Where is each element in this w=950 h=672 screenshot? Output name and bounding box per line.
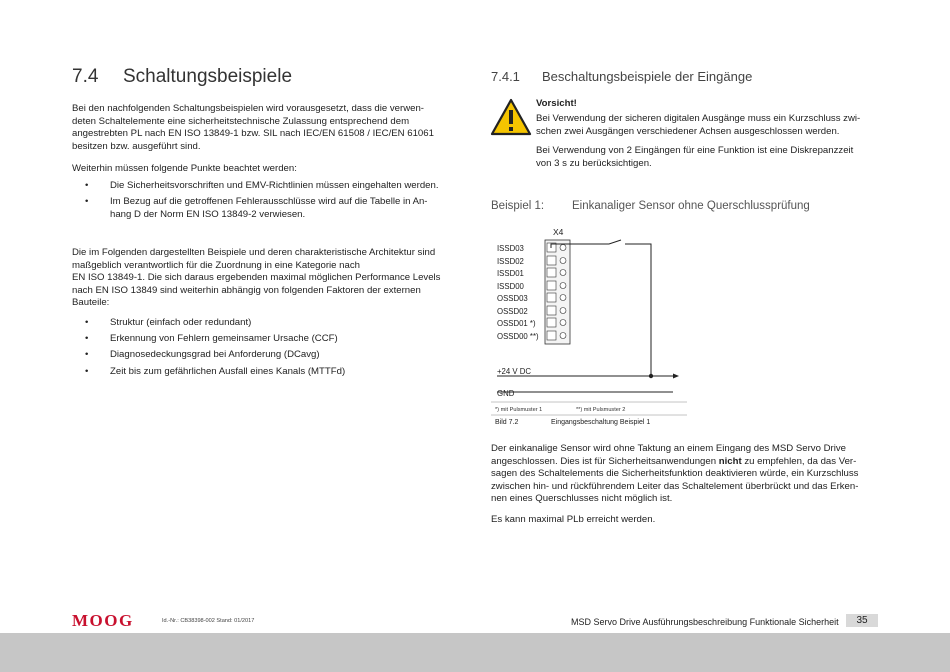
ground-label: GND (497, 389, 515, 398)
intro-line: angestrebten PL nach EN ISO 13849-1 bzw. SIL nach IEC/EN 61508 / IEC/EN 61061 (72, 128, 434, 140)
terminal-label: ISSD01 (497, 269, 524, 278)
conclusion: Es kann maximal PLb erreicht werden. (491, 514, 656, 525)
figure-number: Bild 7.2 (495, 419, 519, 426)
warning-text-2: Bei Verwendung von 2 Eingängen für eine Funktion ist eine Diskrepanzzeit von 3 s zu berücksichtigen. (536, 145, 854, 169)
warning-text-1: Bei Verwendung der sicheren digitalen Ausgänge muss ein Kurzschluss zwi- schen zwei Ausgängen verschiedener Achsen ausgeschlossen werden. (536, 113, 861, 137)
arch-line: Die im Folgenden dargestellten Beispiele und deren charakteristische Architektur sind (72, 247, 436, 258)
intro-line: besitzen bzw. ausgeführt sind. (72, 140, 201, 152)
arch-line: nach EN ISO 13849 sind weiterhin abhängig von folgenden Faktoren der externen (72, 284, 421, 296)
footnote-2: **) mit Pulsmuster 2 (576, 407, 626, 413)
terminal-label: ISSD03 (497, 244, 524, 253)
terminal-label: OSSD00 **) (497, 332, 539, 341)
points-list (72, 180, 457, 225)
description-paragraph: Der einkanalige Sensor wird ohne Taktung an einem Eingang des MSD Servo Drive angeschlossen. Dies ist für Sicherheitsanwendungen nicht zu empfehlen, da das Ver- sagen des Schaltelements die Sicherheitsfunktion deaktivieren würde, ein Kurzschluss zwischen hin- und rückführendem Leiter das Schaltelement überbrückt und das Erken- nen eines Querschlusses nicht möglich ist. (491, 443, 859, 505)
figure-caption: Eingangsbeschaltung Beispiel 1 (551, 419, 651, 426)
list-item: • Im Bezug auf die getroffenen Fehlerausschlüsse wird auf die Tabelle in An- hang D der Norm EN ISO 13849-2 verwiesen. (72, 196, 457, 221)
arch-line: EN ISO 13849-1. Die sich daraus ergebenden maximal möglichen Performance Levels (72, 272, 441, 284)
list-item: • Die Sicherheitsvorschriften und EMV-Richtlinien müssen eingehalten werden. (72, 180, 457, 193)
footer-title: MSD Servo Drive Ausführungsbeschreibung Funktionale Sicherheit (571, 617, 839, 627)
terminal-label: OSSD03 (497, 294, 528, 303)
arch-line: Bauteile: (72, 297, 110, 309)
warning-title: Vorsicht! (536, 98, 577, 109)
intro-paragraph (72, 103, 457, 153)
factors-list (72, 317, 457, 382)
list-item: • Erkennung von Fehlern gemeinsamer Ursache (CCF) (72, 333, 457, 346)
connector-block (545, 240, 570, 344)
intro-line: deten Schaltelemente eine sicherheitstechnische Zulassung entsprechend dem (72, 115, 410, 127)
footnote-1: *) mit Pulsmuster 1 (495, 407, 543, 413)
page-number: 35 (846, 614, 878, 627)
warning-triangle-icon (490, 98, 532, 136)
list-item: • Struktur (einfach oder redundant) (72, 317, 457, 330)
architecture-paragraph (72, 247, 457, 310)
subsection-title: Beschaltungsbeispiele der Eingänge (542, 69, 753, 84)
arch-line: maßgeblich verantwortlich für die Zuordnung in eine Kategorie nach (72, 259, 360, 271)
intro-line: Bei den nachfolgenden Schaltungsbeispielen wird vorausgesetzt, dass die verwen- (72, 103, 424, 114)
emphasis-nicht: nicht (718, 455, 742, 467)
section-heading (72, 66, 292, 88)
subsection-heading (491, 69, 752, 84)
section-title: Schaltungsbeispiele (123, 66, 293, 87)
document-id: Id.-Nr.: CB38398-002 Stand: 01/2017 (162, 618, 255, 624)
terminal-label: OSSD02 (497, 307, 528, 316)
example-label: Beispiel 1: (491, 200, 545, 212)
terminal-label: ISSD00 (497, 282, 524, 291)
example-heading (491, 200, 810, 212)
subsection-number: 7.4.1 (491, 69, 520, 84)
example-title: Einkanaliger Sensor ohne Querschlussprüfung (572, 200, 810, 212)
footer-band (0, 633, 950, 672)
points-intro: Weiterhin müssen folgende Punkte beachtet werden: (72, 163, 297, 174)
moog-logo: MOOG (72, 611, 134, 630)
supply-label: +24 V DC (497, 367, 532, 376)
list-item: • Diagnosedeckungsgrad bei Anforderung (DCavg) (72, 349, 457, 362)
wiring-diagram (491, 224, 687, 430)
connector-label: X4 (553, 227, 564, 237)
list-item: • Zeit bis zum gefährlichen Ausfall eines Kanals (MTTFd) (72, 366, 457, 379)
terminal-label: OSSD01 *) (497, 319, 536, 328)
section-number: 7.4 (72, 66, 99, 87)
terminal-label: ISSD02 (497, 257, 524, 266)
